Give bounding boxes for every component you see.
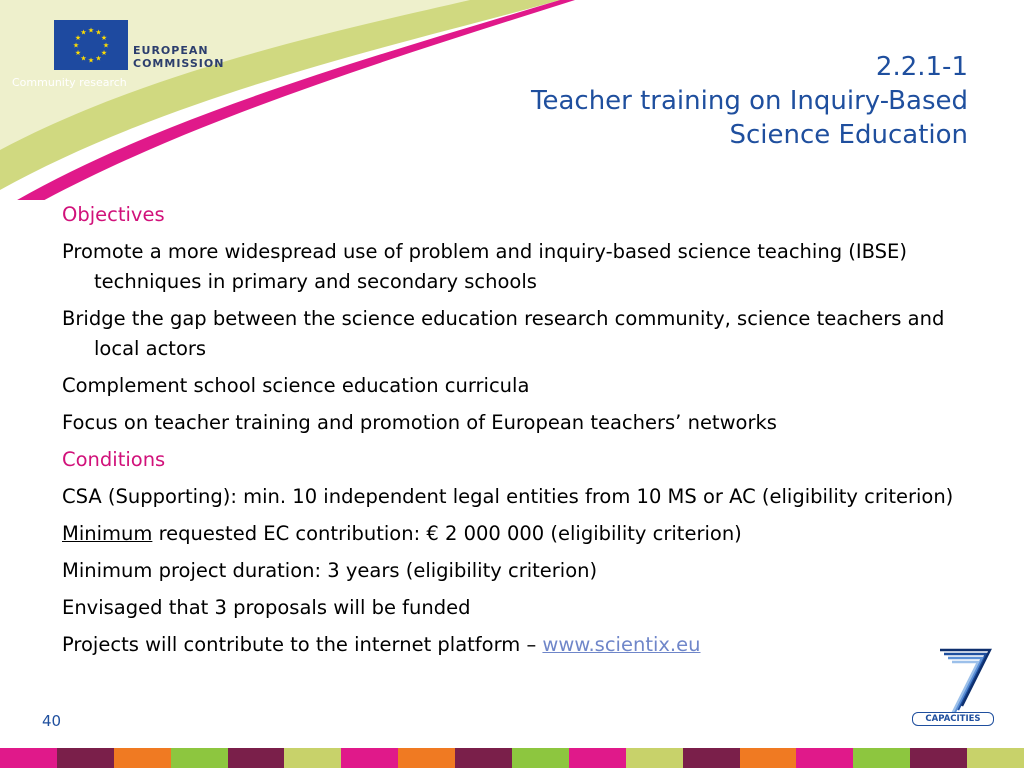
bottom-bar-segment — [0, 748, 57, 768]
eu-star-icon: ★ — [95, 28, 102, 37]
fp7-capacities-label: CAPACITIES — [912, 712, 994, 726]
bottom-bar-segment — [57, 748, 114, 768]
objectives-heading: Objectives — [62, 203, 165, 226]
bottom-bar-segment — [114, 748, 171, 768]
title-line-1: 2.2.1-1 — [875, 52, 968, 82]
eu-star-icon: ★ — [102, 41, 110, 50]
conditions-heading: Conditions — [62, 448, 166, 471]
eu-star-icon: ★ — [95, 54, 102, 63]
eu-star-icon: ★ — [87, 56, 95, 65]
ec-logo — [0, 0, 300, 100]
objective-item: Promote a more widespread use of problem and inquiry-based science teaching (IBSE) techniques in primary and secondary schools — [62, 240, 907, 293]
bottom-color-bar — [0, 748, 1024, 768]
condition-underlined-word: Minimum — [62, 522, 153, 545]
slide-body — [62, 200, 962, 667]
condition-item: Envisaged that 3 proposals will be funded — [62, 596, 471, 619]
bottom-bar-segment — [569, 748, 626, 768]
bottom-bar-segment — [910, 748, 967, 768]
bottom-bar-segment — [626, 748, 683, 768]
eu-star-icon: ★ — [80, 28, 87, 37]
bottom-bar-segment — [171, 748, 228, 768]
bottom-bar-segment — [341, 748, 398, 768]
condition-item — [62, 630, 962, 660]
ec-logo-text — [133, 44, 224, 70]
bottom-bar-segment — [398, 748, 455, 768]
bottom-bar-segment — [740, 748, 797, 768]
slide-title — [531, 50, 968, 152]
eu-star-icon: ★ — [72, 41, 80, 50]
title-line-2: Teacher training on Inquiry-Based — [531, 86, 968, 116]
bottom-bar-segment — [796, 748, 853, 768]
page-number: 40 — [42, 712, 62, 730]
eu-star-icon: ★ — [74, 34, 82, 42]
eu-star-icon: ★ — [87, 26, 95, 35]
ec-logo-tagline: Community research — [12, 76, 127, 89]
ec-logo-line2: COMMISSION — [133, 57, 225, 70]
eu-star-icon: ★ — [80, 54, 87, 63]
bottom-bar-segment — [683, 748, 740, 768]
eu-star-icon: ★ — [100, 49, 108, 57]
ec-logo-line1: EUROPEAN — [133, 44, 209, 57]
bottom-bar-segment — [967, 748, 1024, 768]
objective-item: Bridge the gap between the science education research community, science teachers and local actors — [62, 307, 945, 360]
condition-text: Projects will contribute to the internet platform – — [62, 633, 543, 656]
scientix-link[interactable]: www.scientix.eu — [542, 633, 701, 656]
objective-item: Complement school science education curricula — [62, 374, 530, 397]
title-line-3: Science Education — [729, 120, 968, 150]
objective-item: Focus on teacher training and promotion of European teachers’ networks — [62, 411, 777, 434]
eu-flag-icon — [54, 20, 128, 70]
eu-star-icon: ★ — [100, 34, 108, 42]
condition-item: Minimum project duration: 3 years (eligibility criterion) — [62, 559, 598, 582]
bottom-bar-segment — [512, 748, 569, 768]
condition-text: requested EC contribution: € 2 000 000 (eligibility criterion) — [152, 522, 742, 545]
bottom-bar-segment — [455, 748, 512, 768]
condition-item: CSA (Supporting): min. 10 independent legal entities from 10 MS or AC (eligibility criterion) — [62, 485, 954, 508]
bottom-bar-segment — [853, 748, 910, 768]
eu-star-icon: ★ — [74, 49, 82, 57]
bottom-bar-segment — [284, 748, 341, 768]
bottom-bar-segment — [228, 748, 285, 768]
condition-item — [62, 519, 962, 549]
